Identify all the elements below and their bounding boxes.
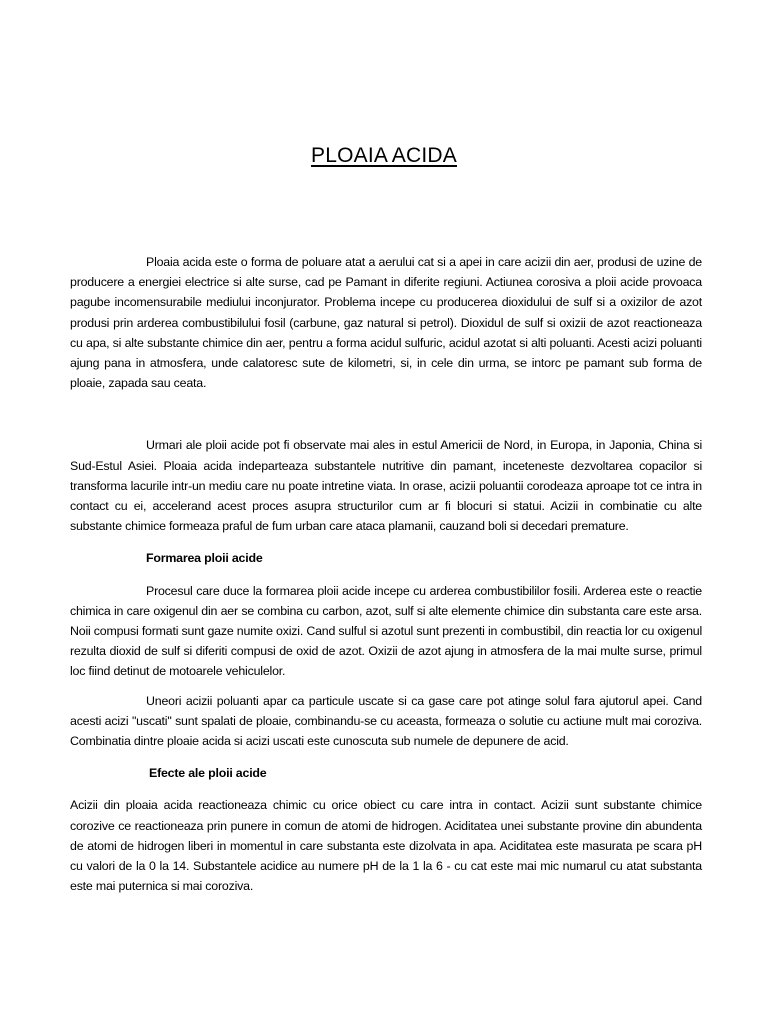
paragraph-formation-process: Procesul care duce la formarea ploii acide incepe cu arderea combustibililor fosili. Arderea este o reactie chimica in care oxigenul din aer se combina cu carbon, azot, sulf si alte elemente chimice din substanta care este arsa. Noii compusi formati sunt gaze numite oxizi. Cand sulful si azotul sunt prezenti in combustibil, din reactia lor cu oxigenul rezulta dioxid de sulf si diferiti compusi de oxid de azot. Oxizii de azot ajung in atmosfera de la mai multe surse, primul loc fiind detinut de motoarele vehiculelor. bbox=[70, 583, 702, 679]
spacer bbox=[70, 682, 702, 691]
paragraph-effects-overview: Urmari ale ploii acide pot fi observate mai ales in estul Americii de Nord, in Europa, in Japonia, China si Sud-Estul Asiei. Ploaia acida indeparteaza substantele nutritive din pamant, inceteneste dezvoltarea copacilor si transforma lacurile intr-un mediu care nu poate intretine viata. In orase, acizii poluantii corodeaza aproape tot ce intra in contact cu ei, accelerand acest proces asupra structurilor cum ar fi blocuri si statui. Acizii in combinatie cu alte substante chimice formeaza praful de fum urban care ataca plamanii, cauzand boli si decedari premature. bbox=[70, 438, 702, 534]
page-title: PLOAIA ACIDA bbox=[311, 144, 457, 167]
document-body bbox=[70, 252, 702, 896]
paragraph-chemistry: Acizii din ploaia acida reactioneaza chimic cu orice obiect cu care intra in contact. Acizii sunt substante chimice corozive ce reactioneaza prin punere in comun de atomi de hidrogen. Aciditatea unei substante provine din abundenta de atomi de hidrogen liberi in momentul in care substanta este dizolvata in apa. Aciditatea este masurata pe scara pH cu valori de la 0 la 14. Substantele acidice au numere pH de la 1 la 6 - cu cat este mai mic numarul cu atat substanta este mai puternica si mai coroziva. bbox=[70, 798, 702, 894]
spacer bbox=[70, 783, 702, 795]
spacer bbox=[70, 569, 702, 581]
paragraph-dry-deposition: Uneori acizii poluanti apar ca particule uscate si ca gase care pot atinge solul fara ajutorul apei. Cand acesti acizi "uscati" sunt spalati de ploaie, combinandu-se cu aceasta, formeaza o solutie cu actiune mult mai coroziva. Combinatia dintre ploaie acida si acizi uscati este cunoscuta sub numele de depunere de acid. bbox=[70, 693, 702, 749]
spacer bbox=[70, 751, 702, 763]
spacer bbox=[70, 393, 702, 435]
spacer bbox=[70, 536, 702, 548]
paragraph-intro: Ploaia acida este o forma de poluare atat a aerului cat si a apei in care acizii din aer, produsi de uzine de producere a energiei electrice si alte surse, cad pe Pamant in diferite regiuni. Actiunea corosiva a ploii acide provoaca pagube incomensurabile mediului inconjurator. Problema incepe cu producerea dioxidului de sulf si a oxizilor de azot produsi prin arderea combustibilului fosil (carbune, gaz natural si petrol). Dioxidul de sulf si oxizii de azot reactioneaza cu apa, si alte substante chimice din aer, pentru a forma acidul sulfuric, acidul azotat si alti poluanti. Acesti acizi poluanti ajung pana in atmosfera, unde calatoresc sute de kilometri, si, in cele din urma, se intorc pe pamant sub forma de ploaie, zapada sau ceata. bbox=[70, 255, 702, 391]
section-heading-formation: Formarea ploii acide bbox=[146, 551, 263, 566]
section-heading-effects: Efecte ale ploii acide bbox=[149, 766, 267, 781]
